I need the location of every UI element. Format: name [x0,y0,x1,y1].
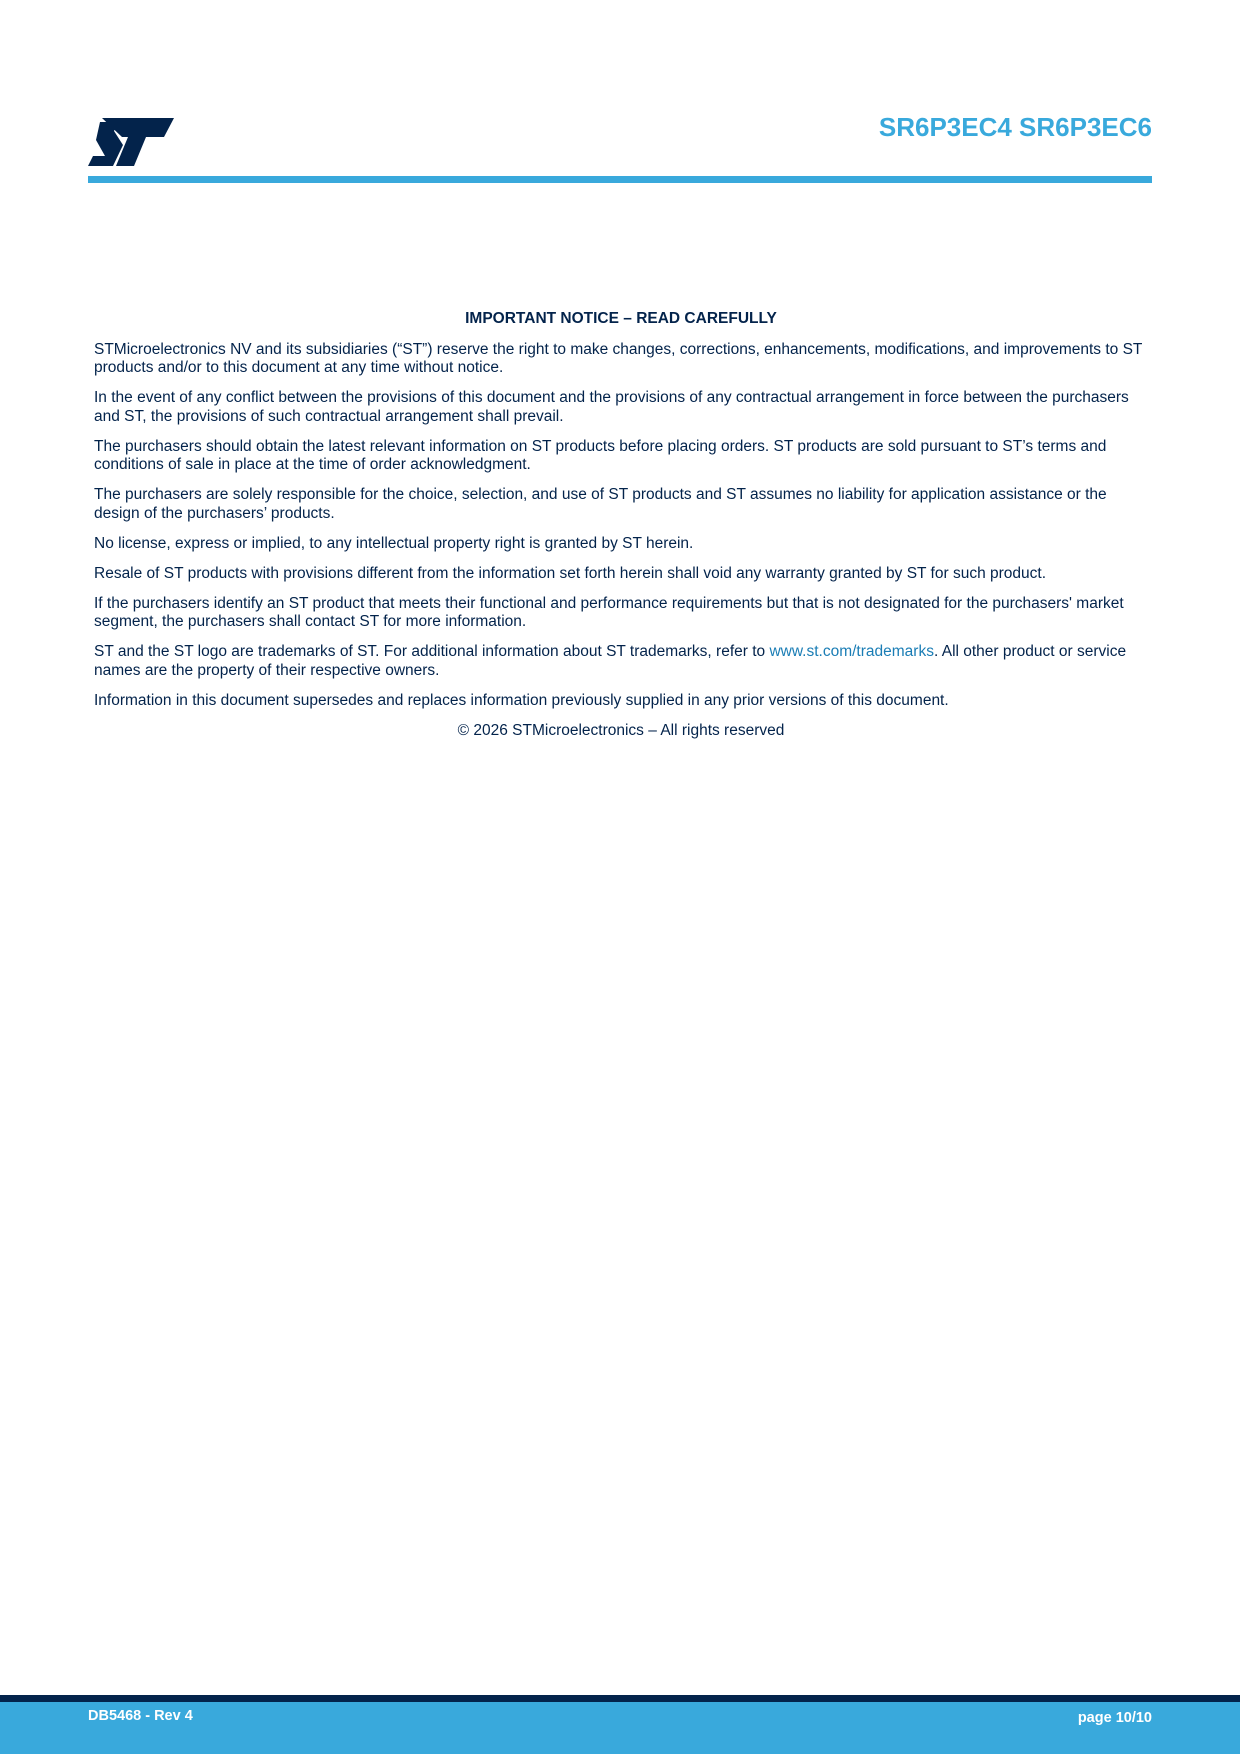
notice-paragraph: No license, express or implied, to any intellectual property right is granted by ST herein. [94,534,694,552]
copyright-line: © 2026 STMicroelectronics – All rights reserved [457,721,785,739]
footer-page-number: page 10/10 [1077,1710,1152,1726]
important-notice [94,310,1148,740]
trademark-text-after: . All other product or service names are the property of their respective owners. [94,643,1127,679]
document-title: SR6P3EC4 SR6P3EC6 [878,112,1152,142]
st-logo-icon [88,118,174,166]
notice-paragraph: In the event of any conflict between the provisions of this document and the provisions of any contractual arrangement in force between the purchasers and ST, the provisions of such contractual arrangement shall prevail. [94,389,1129,425]
notice-paragraph: STMicroelectronics NV and its subsidiaries (“ST”) reserve the right to make changes, corrections, enhancements, modifications, and improvements to ST products and/or to this document at any time without notice. [94,340,1143,376]
footer-divider [0,1695,1240,1702]
notice-paragraph: If the purchasers identify an ST product that meets their functional and performance requirements but that is not designated for the purchasers' market segment, the purchasers shall contact ST for more information. [94,594,1124,630]
notice-paragraph: The purchasers are solely responsible for the choice, selection, and use of ST products and ST assumes no liability for application assistance or the design of the purchasers’ products. [94,486,1107,522]
notice-heading: IMPORTANT NOTICE – READ CAREFULLY [465,310,777,327]
trademarks-link[interactable]: www.st.com/trademarks [769,643,934,660]
footer-doc-reference: DB5468 - Rev 4 [88,1708,193,1724]
trademark-paragraph [94,643,1148,680]
supersedes-paragraph: Information in this document supersedes and replaces information previously supplied in any prior versions of this document. [94,691,949,709]
header-divider [88,176,1152,183]
notice-paragraph: The purchasers should obtain the latest relevant information on ST products before placing orders. ST products are sold pursuant to ST’s terms and conditions of sale in place at the time of order acknowledgment. [94,437,1107,473]
notice-paragraph: Resale of ST products with provisions different from the information set forth herein shall void any warranty granted by ST for such product. [94,564,1047,582]
trademark-text-before: ST and the ST logo are trademarks of ST. For additional information about ST trademarks, refer to [94,643,770,660]
